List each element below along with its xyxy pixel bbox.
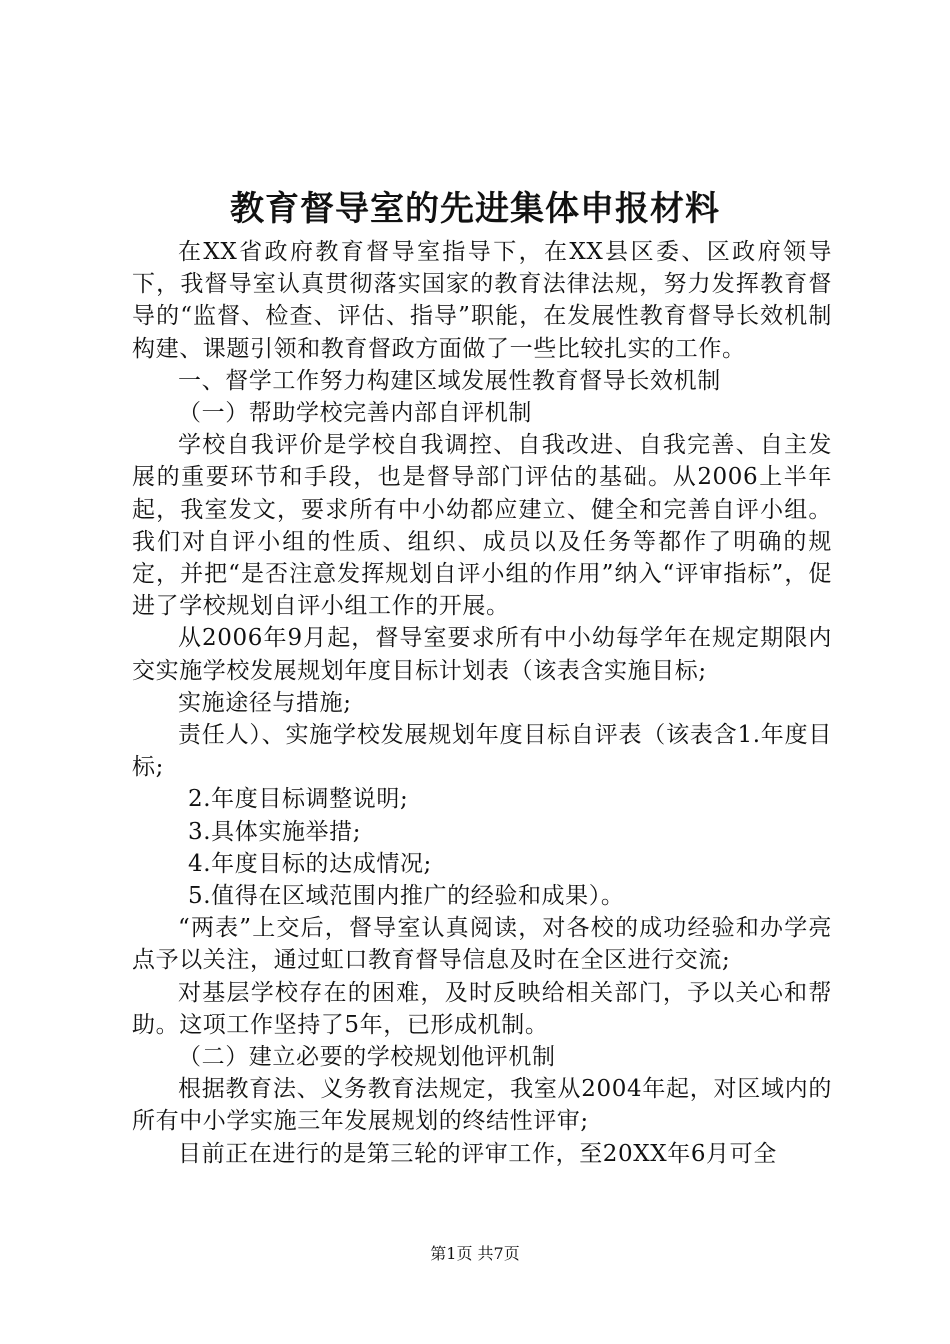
document-body xyxy=(132,236,832,1170)
list-item-2: 2.年度目标调整说明; xyxy=(188,786,409,813)
document-title: 教育督导室的先进集体申报材料 xyxy=(230,189,720,229)
paragraph-measures: 实施途径与措施; xyxy=(178,689,352,716)
page-indicator: 第1页 共7页 xyxy=(430,1244,520,1263)
paragraph-responsible: 责任人）、实施学校发展规划年度目标自评表（该表含1.年度目标; xyxy=(132,722,832,781)
paragraph-self-evaluation: 学校自我评价是学校自我调控、自我改进、自我完善、自主发展的重要环节和手段，也是督导部门评估的基础。从2006上半年起，我室发文，要求所有中小幼都应建立、健全和完善自评小组。我们对自评小组的性质、组织、成员以及任务等都作了明确的规定，并把“是否注意发挥规划自评小组的作用”纳入“评审指标”，促进了学校规划自评小组工作的开展。 xyxy=(132,432,832,620)
page-footer xyxy=(0,1242,950,1266)
paragraph-intro: 在XX省政府教育督导室指导下，在XX县区委、区政府领导下，我督导室认真贯彻落实国家的教育法律法规，努力发挥教育督导的“监督、检查、评估、指导”职能，在发展性教育督导长效机制构建、课题引领和教育督政方面做了一些比较扎实的工作。 xyxy=(132,239,832,362)
paragraph-third-round: 目前正在进行的是第三轮的评审工作，至20XX年6月可全 xyxy=(178,1140,777,1167)
subsection-heading-2: （二）建立必要的学校规划他评机制 xyxy=(178,1044,556,1071)
paragraph-annual-plan: 从2006年9月起，督导室要求所有中小幼每学年在规定期限内交实施学校发展规划年度目标计划表（该表含实施目标; xyxy=(132,625,832,684)
list-item-5: 5.值得在区域范围内推广的经验和成果）。 xyxy=(188,883,625,910)
list-item-4: 4.年度目标的达成情况; xyxy=(188,850,432,877)
paragraph-difficulties: 对基层学校存在的困难，及时反映给相关部门，予以关心和帮助。这项工作坚持了5年，已形成机制。 xyxy=(132,979,832,1038)
paragraph-two-forms: “两表”上交后，督导室认真阅读，对各校的成功经验和办学亮点予以关注，通过虹口教育督导信息及时在全区进行交流; xyxy=(132,915,832,974)
subsection-heading-1: （一）帮助学校完善内部自评机制 xyxy=(178,400,532,427)
section-heading-1: 一、督学工作努力构建区域发展性教育督导长效机制 xyxy=(178,367,721,394)
list-item-3: 3.具体实施举措; xyxy=(188,818,362,845)
paragraph-education-law: 根据教育法、义务教育法规定，我室从2004年起，对区域内的所有中小学实施三年发展规划的终结性评审; xyxy=(132,1076,832,1135)
